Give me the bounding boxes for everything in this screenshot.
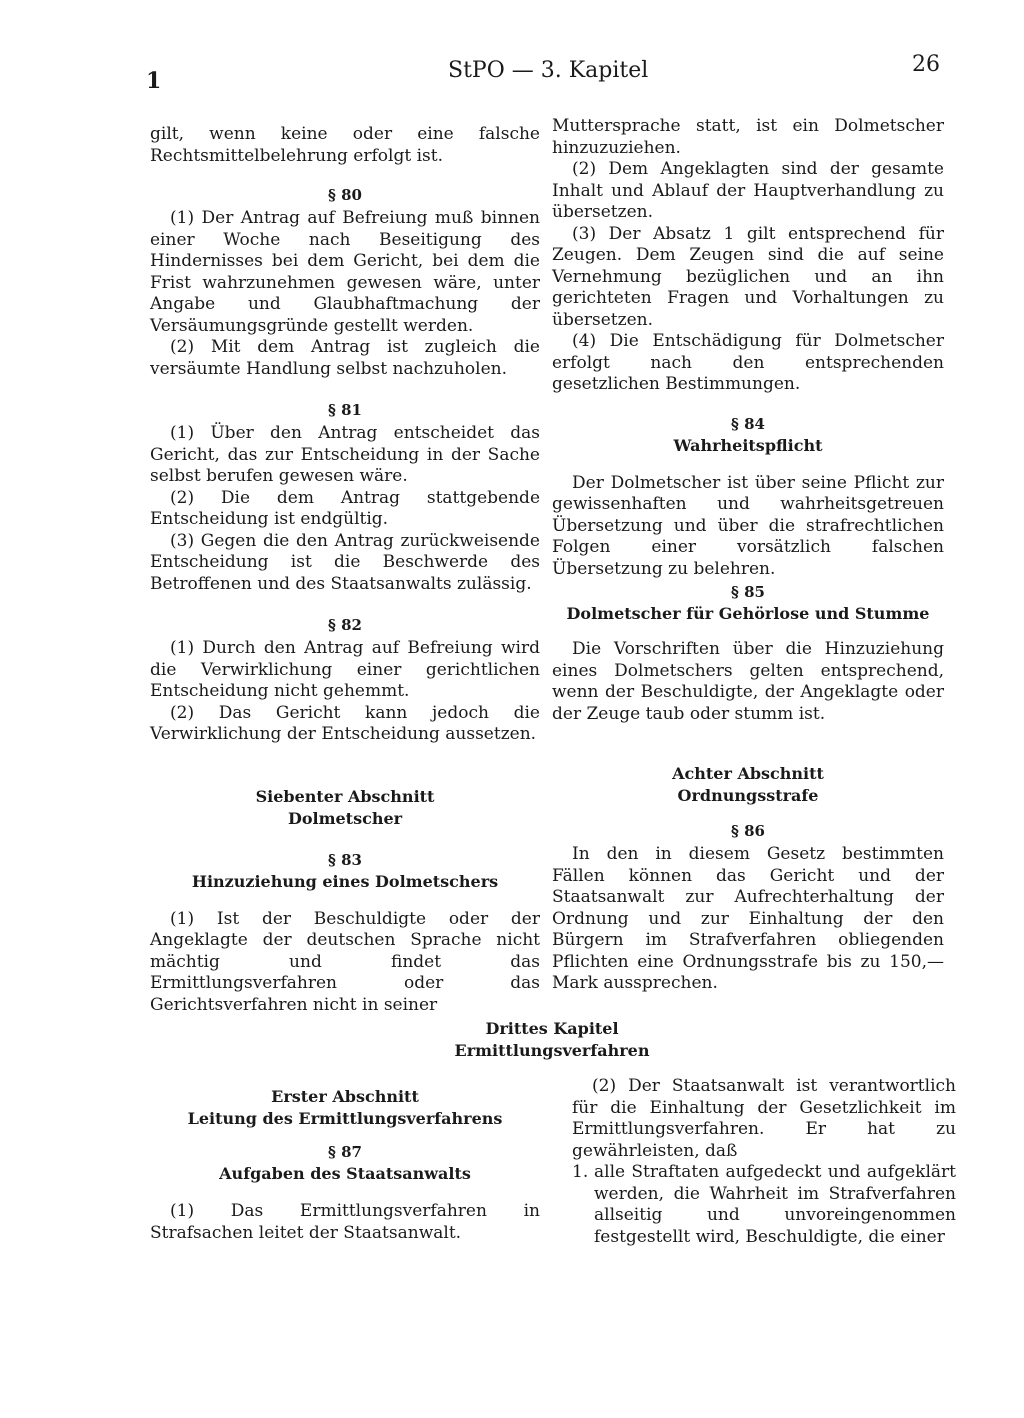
section-heading-84: § 84 — [731, 414, 765, 433]
section-heading-83: § 83 — [328, 850, 362, 869]
s87-paragraph-2: (2) Der Staatsanwalt ist verantwortlich für die Einhaltung der Gesetzlichkeit im Ermittlungsverfahren. Er hat zu gewährleisten, daß — [572, 1076, 956, 1161]
s84-title: Wahrheitspflicht — [673, 435, 823, 455]
s86-paragraph-1: In den in diesem Gesetz bestimmten Fällen können das Gericht und der Staatsanwalt zur Aufrechterhaltung der Ordnung und zur Einhaltung der den Bürgern im Strafverfahren obliegenden Pflichten eine Ordnungsstrafe bis zu 150,— Mark aussprechen. — [552, 844, 944, 993]
list-item-text: alle Straftaten aufgedeckt und aufgeklärt werden, die Wahrheit im Strafverfahren allseitig und unvoreingenommen festgestellt wird, Beschuldigte, die einer — [594, 1162, 956, 1247]
s82-paragraph-2: (2) Das Gericht kann jedoch die Verwirklichung der Entscheidung aussetzen. — [150, 702, 540, 744]
s84-paragraph-1: Der Dolmetscher ist über seine Pflicht zur gewissenhaften und wahrheitsgetreuen Übersetzung und über die strafrechtlichen Folgen einer vorsätzlich falschen Übersetzung zu belehren. — [552, 472, 944, 579]
s81-paragraph-1: (1) Über den Antrag entscheidet das Gericht, das zur Entscheidung in der Sache selbst berufen gewesen wäre. — [150, 423, 540, 486]
section-8-title: Achter Abschnitt — [672, 764, 824, 783]
intro-paragraph: gilt, wenn keine oder eine falsche Rechtsmittelbelehrung erfolgt ist. — [150, 124, 540, 166]
s80-paragraph-2: (2) Mit dem Antrag ist zugleich die versäumte Handlung selbst nachzuholen. — [150, 337, 540, 379]
bottom-left-column — [150, 1086, 540, 1244]
header-chapter-number: 1 — [146, 68, 162, 94]
section-heading-81: § 81 — [328, 401, 362, 419]
chapter-subtitle: Ermittlungsverfahren — [454, 1041, 650, 1060]
page-header — [0, 0, 1024, 100]
s87-paragraph-1: (1) Das Ermittlungsverfahren in Strafsachen leitet der Staatsanwalt. — [150, 1201, 540, 1243]
continued-paragraph: Muttersprache statt, ist ein Dolmetscher hinzuzuziehen. — [552, 116, 944, 158]
section-heading-86: § 86 — [731, 822, 765, 840]
s81-paragraph-3: (3) Gegen die den Antrag zurückweisende Entscheidung ist die Beschwerde des Betroffenen und des Staatsanwalts zulässig. — [150, 530, 540, 594]
s87-title: Aufgaben des Staatsanwalts — [219, 1164, 471, 1183]
s85-title: Dolmetscher für Gehörlose und Stumme — [566, 604, 930, 623]
section-1-title: Erster Abschnitt — [271, 1087, 419, 1106]
bottom-right-column — [572, 1076, 956, 1248]
list-item — [572, 1162, 956, 1248]
s80-paragraph-1: (1) Der Antrag auf Befreiung muß binnen einer Woche nach Beseitigung des Hindernisses bei dem Gericht, bei dem die Frist wahrzunehmen gewesen wäre, unter Angabe und Glaubhaftmachung der Versäumungsgründe gestellt werden. — [150, 208, 540, 336]
section-7-subtitle: Dolmetscher — [287, 808, 403, 828]
s83-paragraph-3: (3) Der Absatz 1 gilt entsprechend für Zeugen. Dem Zeugen sind die auf seine Vernehmung bezüglichen und an ihn gerichteten Fragen und Vorhaltungen zu übersetzen. — [552, 223, 944, 330]
s83-paragraph-1: (1) Ist der Beschuldigte oder der Angeklagte der deutschen Sprache nicht mächtig und findet das Ermittlungsverfahren oder das Gerichtsverfahren nicht in seiner — [150, 908, 540, 1015]
left-column — [150, 124, 540, 1016]
s85-paragraph-1: Die Vorschriften über die Hinzuziehung eines Dolmetschers gelten entsprechend, wenn der Beschuldigte, der Angeklagte oder der Zeuge taub oder stumm ist. — [552, 639, 944, 724]
chapter-title: Drittes Kapitel — [485, 1019, 619, 1038]
s82-paragraph-1: (1) Durch den Antrag auf Befreiung wird die Verwirklichung einer gerichtlichen Entscheidung nicht gehemmt. — [150, 638, 540, 701]
s81-paragraph-2: (2) Die dem Antrag stattgebende Entscheidung ist endgültig. — [150, 487, 540, 529]
header-page-number: 26 — [912, 52, 940, 77]
s83-paragraph-4: (4) Die Entschädigung für Dolmetscher erfolgt nach den entsprechenden gesetzlichen Bestimmungen. — [552, 331, 944, 394]
section-8-subtitle: Ordnungsstrafe — [677, 786, 819, 805]
right-column — [552, 116, 944, 995]
chapter-heading — [252, 1018, 852, 1062]
list-item-number: 1. — [572, 1162, 589, 1182]
section-heading-85: § 85 — [731, 583, 765, 601]
section-1-subtitle: Leitung des Ermittlungsverfahrens — [187, 1109, 503, 1128]
header-title: StPO — 3. Kapitel — [448, 58, 649, 83]
section-heading-82: § 82 — [328, 616, 362, 634]
section-heading-87: § 87 — [328, 1143, 362, 1161]
s83-title: Hinzuziehung eines Dolmetschers — [191, 871, 499, 891]
section-heading-80: § 80 — [328, 186, 362, 204]
s83-paragraph-2: (2) Dem Angeklagten sind der gesamte Inhalt und Ablauf der Hauptverhandlung zu übersetzen. — [552, 159, 944, 222]
section-7-title: Siebenter Abschnitt — [255, 786, 435, 806]
